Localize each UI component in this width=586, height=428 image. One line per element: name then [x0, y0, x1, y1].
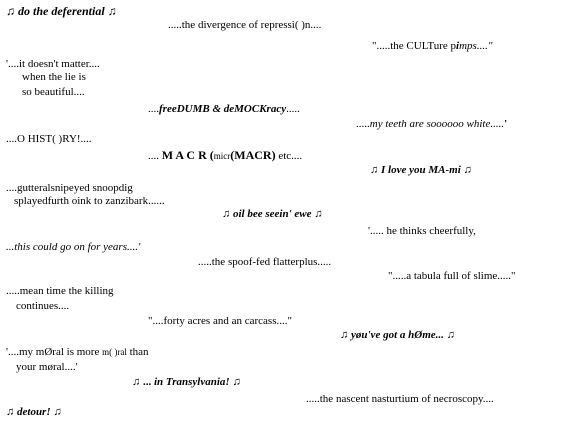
line-detour: ♫ detour! ♫ [6, 406, 62, 418]
line-spoof-fed-flatterplus: .....the spoof-fed flatterplus..... [198, 256, 332, 268]
macr-bold-open: M A C R ( [161, 148, 214, 162]
line-do-the-deferential: ♫ do the deferential ♫ [6, 4, 117, 18]
line-tabula-full-of-slime: ".....a tabula full of slime....." [388, 270, 516, 282]
moral-text-c: than [126, 346, 149, 358]
freedumb-dots-right: ..... [286, 103, 300, 115]
line-this-could-go-on: ...this could go on for years....' [6, 241, 141, 253]
moral-text-a: '....my mØral is more [6, 346, 103, 358]
transylvania-text: in Transylvania! [154, 376, 230, 388]
line-your-moral: your møral....' [16, 361, 78, 373]
line-mean-time-the-killing: .....mean time the killing [6, 285, 114, 297]
line-i-love-you-ma-mi: ♫ I love you MA-mi ♫ [370, 164, 472, 176]
transylvania-note-left: ♫ ... [132, 376, 154, 388]
line-splayedfurth-oink: splayedfurth oink to zanzibark...... [14, 195, 165, 207]
macr-etc: etc.... [275, 150, 303, 162]
transylvania-note-right: ♫ [229, 376, 241, 388]
teeth-quote: ' [504, 118, 508, 130]
line-culture-pimps [372, 40, 492, 53]
teeth-dots: ..... [356, 118, 370, 130]
line-o-history: ....O HIST( )RY!.... [6, 133, 92, 145]
macr-dots: .... [148, 150, 162, 162]
line-forty-acres: "....forty acres and an carcass...." [148, 315, 292, 327]
line-nascent-nasturtium: .....the nascent nasturtium of necroscopy.... [306, 393, 494, 405]
line-when-the-lie-is: when the lie is [22, 71, 86, 83]
culture-pimps-bold-i: i [456, 40, 460, 52]
line-divergence-of-repression: .....the divergence of repressi( )n.... [168, 19, 322, 31]
line-gutteralsnipeyed-snoopdig: ....gutteralsnipeyed snoopdig [6, 182, 133, 194]
culture-pimps-text-c: mps...." [459, 40, 493, 52]
line-macr-micr-macr [148, 149, 302, 163]
macr-bold-paren: (MACR) [230, 148, 276, 162]
micr-small: micr [213, 151, 231, 161]
moral-small: m( )ral [102, 347, 127, 357]
line-he-thinks-cheerfully: '..... he thinks cheerfully, [368, 225, 476, 237]
teeth-text: my teeth are soooooo white..... [369, 118, 505, 130]
line-continues: continues.... [16, 300, 70, 312]
freedumb-dots-left: .... [148, 103, 159, 115]
culture-pimps-text-a: ".....the CULTure p [372, 40, 457, 52]
line-it-doesnt-matter: '....it doesn't matter.... [6, 58, 100, 70]
line-my-moral-is-more [6, 346, 149, 359]
freedumb-demockracy-text: freeDUMB & deMOCKracy [159, 103, 287, 115]
line-youve-got-a-home: ♫ yøu've got a hØme... ♫ [340, 329, 455, 341]
line-in-transylvania [132, 376, 241, 389]
line-so-beautiful: so beautiful.... [22, 86, 85, 98]
line-oil-bee-seein-ewe: ♫ oil bee seein' ewe ♫ [222, 208, 323, 220]
line-freedumb-demockracy [148, 103, 300, 116]
line-my-teeth-are-white [356, 118, 507, 131]
